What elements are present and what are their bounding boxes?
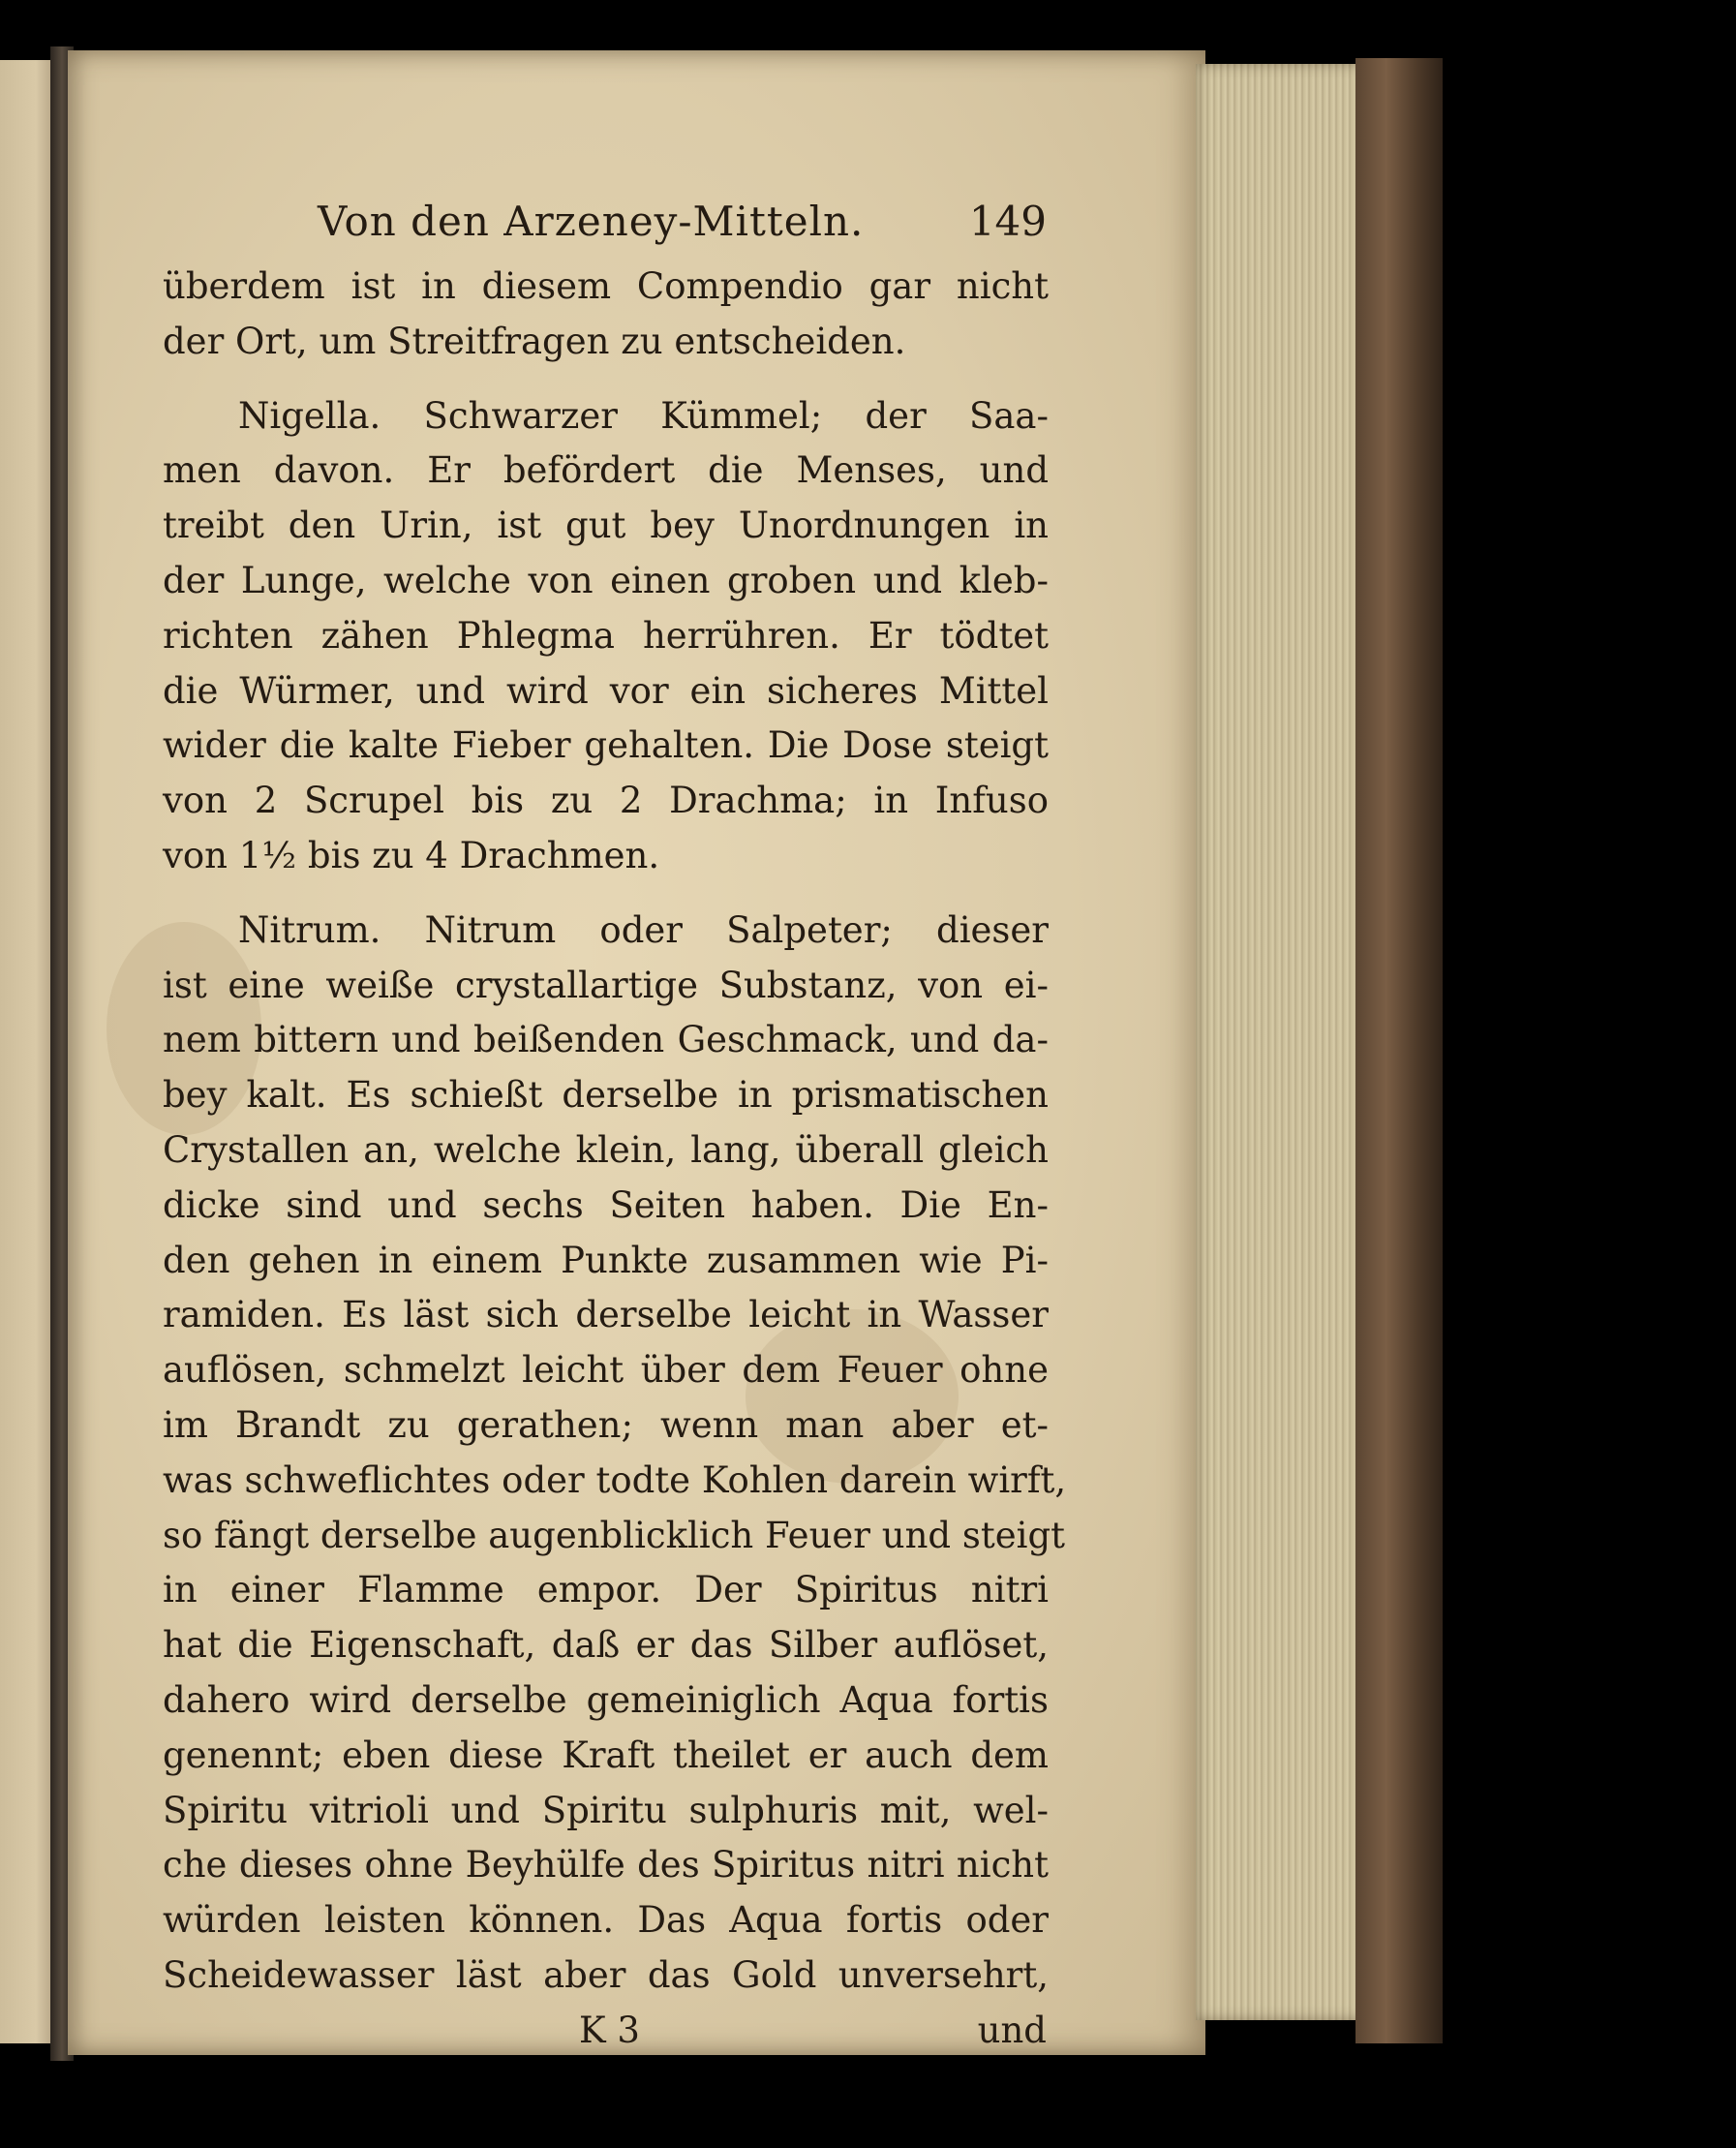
text-line: so fängt derselbe augenblicklich Feuer und steigt: [163, 1514, 1065, 1556]
text-line: nem bittern und beißenden Geschmack, und da-: [163, 1019, 1049, 1061]
text-line: hat die Eigenschaft, daß er das Silber auflöset,: [163, 1624, 1049, 1667]
running-title: Von den Arzeney-Mitteln.: [318, 198, 865, 245]
page-number: 149: [968, 198, 1047, 245]
paragraph-nigella: [163, 389, 1049, 884]
text-line: Nitrum. Nitrum oder Salpeter; dieser: [238, 908, 1049, 951]
text-line: dicke sind und sechs Seiten haben. Die En-: [163, 1183, 1049, 1226]
text-line: men davon. Er befördert die Menses, und: [163, 449, 1049, 492]
text-line: den gehen in einem Punkte zusammen wie Pi-: [163, 1239, 1049, 1281]
text-line: Nigella. Schwarzer Kümmel; der Saa-: [238, 394, 1049, 437]
text-line: überdem ist in diesem Compendio gar nicht: [163, 265, 1049, 307]
text-line: Spiritu vitrioli und Spiritu sulphuris mit, wel-: [163, 1789, 1049, 1831]
text-line: was schweflichtes oder todte Kohlen darein wirft,: [163, 1458, 1067, 1501]
catchword: und: [977, 2009, 1047, 2051]
text-line: in einer Flamme empor. Der Spiritus nitri: [163, 1569, 1049, 1611]
text-line: che dieses ohne Beyhülfe des Spiritus nitri nicht: [163, 1844, 1049, 1887]
page-text: [163, 184, 1067, 2058]
signature-mark: K 3: [579, 2009, 640, 2051]
text-line: treibt den Urin, ist gut bey Unordnungen in: [163, 505, 1049, 547]
text-line: die Würmer, und wird vor ein sicheres Mittel: [163, 669, 1049, 712]
page-footer: [163, 2004, 1049, 2058]
book-cover: [1355, 58, 1443, 2043]
text-line: würden leisten können. Das Aqua fortis oder: [163, 1899, 1049, 1942]
text-line: von 1½ bis zu 4 Drachmen.: [163, 834, 660, 876]
text-line: bey kalt. Es schießt derselbe in prismatischen: [163, 1074, 1049, 1117]
text-line: genennt; eben diese Kraft theilet er auch dem: [163, 1734, 1049, 1776]
text-line: wider die kalte Fieber gehalten. Die Dose steigt: [163, 724, 1049, 767]
text-line: richten zähen Phlegma herrühren. Er tödtet: [163, 614, 1049, 657]
text-line: der Ort, um Streitfragen zu entscheiden.: [163, 320, 906, 362]
text-line: von 2 Scrupel bis zu 2 Drachma; in Infuso: [163, 780, 1049, 822]
text-line: der Lunge, welche von einen groben und kleb-: [163, 559, 1049, 601]
paragraph-nitrum: [163, 904, 1067, 2004]
text-line: Scheidewasser läst aber das Gold unversehrt,: [163, 1953, 1049, 1996]
text-line: Crystallen an, welche klein, lang, überall gleich: [163, 1128, 1049, 1171]
text-line: ist eine weiße crystallartige Substanz, von ei-: [163, 964, 1049, 1006]
text-line: ramiden. Es läst sich derselbe leicht in Wasser: [163, 1294, 1049, 1336]
paragraph: [163, 260, 1049, 370]
text-line: auflösen, schmelzt leicht über dem Feuer ohne: [163, 1349, 1049, 1392]
page-edges: [1196, 64, 1365, 2020]
text-line: dahero wird derselbe gemeiniglich Aqua fortis: [163, 1678, 1049, 1721]
page-header: [163, 184, 1049, 260]
text-line: im Brandt zu gerathen; wenn man aber et-: [163, 1403, 1049, 1446]
